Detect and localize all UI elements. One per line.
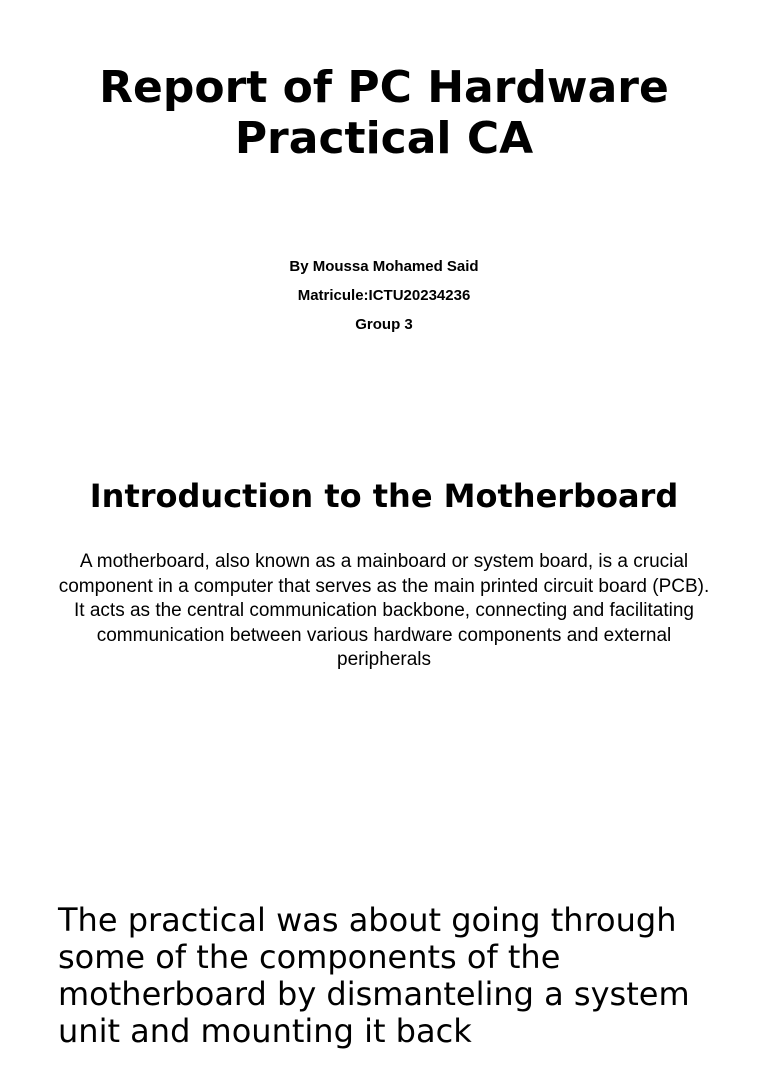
section-heading: Introduction to the Motherboard <box>89 477 679 515</box>
section-paragraph: A motherboard, also known as a mainboard or system board, is a crucial component in a computer that serves as the main printed circuit board (PCB). It acts as the central communication backbone, connecting and facilitating communication between various hardware components and external peripherals <box>58 551 710 670</box>
author-name: By Moussa Mohamed Said <box>289 258 479 275</box>
title-slide <box>0 0 768 400</box>
matricule-number: Matricule:ICTU20234236 <box>297 287 471 304</box>
practical-slide <box>0 880 768 1080</box>
author-info <box>184 256 584 343</box>
introduction-slide <box>0 440 768 780</box>
report-title: Report of PC Hardware Practical CA <box>99 62 669 164</box>
group-label: Group 3 <box>355 316 413 333</box>
practical-description: The practical was about going through some of the components of the motherboard by dismanteling a system unit and mounting it back <box>58 901 690 1050</box>
